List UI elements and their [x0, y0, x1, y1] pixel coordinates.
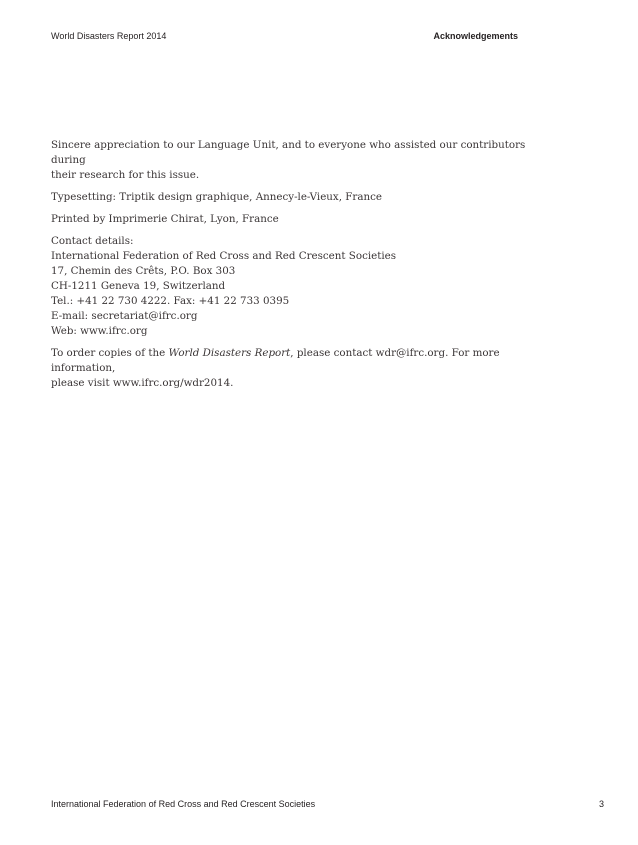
page-number: 3: [598, 799, 604, 809]
typesetting-paragraph: Typesetting: Triptik design graphique, Annecy-le-Vieux, France: [51, 191, 382, 203]
appreciation-paragraph: [51, 138, 531, 183]
contact-heading: Contact details:: [51, 235, 134, 247]
order-suffix: , please contact wdr@ifrc.org. For more information,: [51, 347, 500, 374]
contact-phone: Tel.: +41 22 730 4222. Fax: +41 22 733 0395: [51, 295, 290, 307]
contact-email: E-mail: secretariat@ifrc.org: [51, 310, 198, 322]
contact-details: [51, 234, 531, 339]
contact-organization: International Federation of Red Cross and Red Crescent Societies: [51, 250, 397, 262]
contact-city: CH-1211 Geneva 19, Switzerland: [51, 280, 226, 292]
page-header: [51, 31, 518, 45]
contact-street: 17, Chemin des Crêts, P.O. Box 303: [51, 265, 236, 277]
order-line: [51, 346, 531, 376]
order-prefix: To order copies of the: [51, 347, 169, 359]
header-section-title: Acknowledgements: [433, 31, 518, 41]
order-paragraph: [51, 346, 531, 391]
order-report-title: World Disasters Report: [168, 347, 291, 359]
page-footer: [51, 799, 604, 813]
appreciation-line: Sincere appreciation to our Language Unit, and to everyone who assisted our contributors during: [51, 139, 526, 166]
order-line-2: please visit www.ifrc.org/wdr2014.: [51, 377, 234, 389]
contact-web: Web: www.ifrc.org: [51, 325, 148, 337]
page-content: [51, 138, 531, 398]
header-report-title: World Disasters Report 2014: [51, 31, 167, 41]
footer-organization: International Federation of Red Cross and Red Crescent Societies: [51, 799, 316, 809]
appreciation-line: their research for this issue.: [51, 169, 200, 181]
printed-paragraph: Printed by Imprimerie Chirat, Lyon, France: [51, 213, 279, 225]
